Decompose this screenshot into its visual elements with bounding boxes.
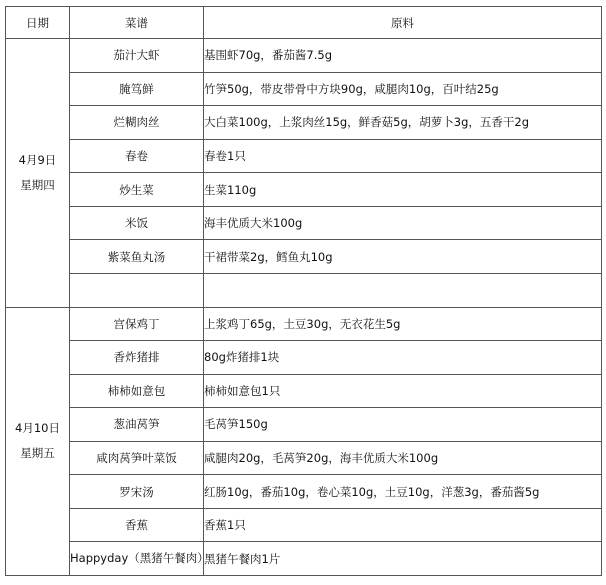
- dish-cell: 葱油莴笋: [70, 408, 204, 442]
- weekday-label: 星期五: [20, 446, 55, 461]
- ingredients-cell: 海丰优质大米100g: [204, 206, 602, 240]
- table-row-empty: [6, 273, 602, 307]
- dish-cell: 茄汁大虾: [70, 39, 204, 73]
- table-row: [6, 206, 602, 240]
- dish-cell: 香蕉: [70, 508, 204, 542]
- date-label: 4月9日: [18, 152, 57, 167]
- table-row: [6, 475, 602, 509]
- ingredients-cell: 生菜110g: [204, 173, 602, 207]
- ingredients-cell: 咸腿肉20g，毛莴笋20g，海丰优质大米100g: [204, 441, 602, 475]
- table-row: [6, 508, 602, 542]
- dish-cell: 春卷: [70, 139, 204, 173]
- table-row: [6, 542, 602, 576]
- ingredients-cell: 干裙带菜2g，鳕鱼丸10g: [204, 240, 602, 274]
- dish-cell: [70, 542, 209, 576]
- ingredients-cell: 大白菜100g，上浆肉丝15g，鲜香菇5g，胡萝卜3g，五香干2g: [204, 106, 602, 140]
- table-row: [6, 341, 602, 375]
- table-row: [6, 106, 602, 140]
- dish-label: Happyday（黑猪午餐肉）: [70, 551, 209, 566]
- table-row: [6, 374, 602, 408]
- table-row: [6, 173, 602, 207]
- header-date: 日期: [6, 7, 70, 39]
- table-row: [6, 441, 602, 475]
- table-row: [6, 139, 602, 173]
- dish-cell: 米饭: [70, 206, 204, 240]
- dish-cell: 炒生菜: [70, 173, 204, 207]
- ingredients-cell: [204, 273, 602, 307]
- dish-cell: 腌笃鲜: [70, 72, 204, 106]
- menu-table: [5, 6, 602, 576]
- ingredients-cell: 红肠10g，番茄10g，卷心菜10g，土豆10g，洋葱3g，番茄酱5g: [204, 475, 602, 509]
- dish-cell: [70, 273, 204, 307]
- date-cell: [6, 307, 70, 576]
- date-label: 4月10日: [15, 421, 60, 436]
- ingredients-cell: 毛莴笋150g: [204, 408, 602, 442]
- date-cell: [6, 39, 70, 308]
- dish-cell: 烂糊肉丝: [70, 106, 204, 140]
- table-row: [6, 39, 602, 73]
- weekday-label: 星期四: [20, 177, 55, 192]
- ingredients-cell: 香蕉1只: [204, 508, 602, 542]
- ingredients-cell: 春卷1只: [204, 139, 602, 173]
- header-ingredients: 原料: [204, 7, 602, 39]
- dish-cell: 紫菜鱼丸汤: [70, 240, 204, 274]
- dish-cell: 咸肉莴笋叶菜饭: [70, 441, 204, 475]
- dish-cell: 柿柿如意包: [70, 374, 204, 408]
- ingredients-cell: 柿柿如意包1只: [204, 374, 602, 408]
- ingredients-cell: 上浆鸡丁65g，土豆30g，无衣花生5g: [204, 307, 602, 341]
- dish-cell: 罗宋汤: [70, 475, 204, 509]
- ingredients-cell: 80g炸猪排1块: [204, 341, 602, 375]
- ingredients-cell: 黑猪午餐肉1片: [204, 542, 602, 576]
- table-row: [6, 408, 602, 442]
- dish-cell: 香炸猪排: [70, 341, 204, 375]
- table-row: [6, 307, 602, 341]
- ingredients-cell: 基围虾70g，番茄酱7.5g: [204, 39, 602, 73]
- header-row: [6, 7, 602, 39]
- ingredients-cell: 竹笋50g，带皮带骨中方块90g，咸腿肉10g，百叶结25g: [204, 72, 602, 106]
- header-dish: 菜谱: [70, 7, 204, 39]
- table-row: [6, 240, 602, 274]
- dish-cell: 宫保鸡丁: [70, 307, 204, 341]
- table-row: [6, 72, 602, 106]
